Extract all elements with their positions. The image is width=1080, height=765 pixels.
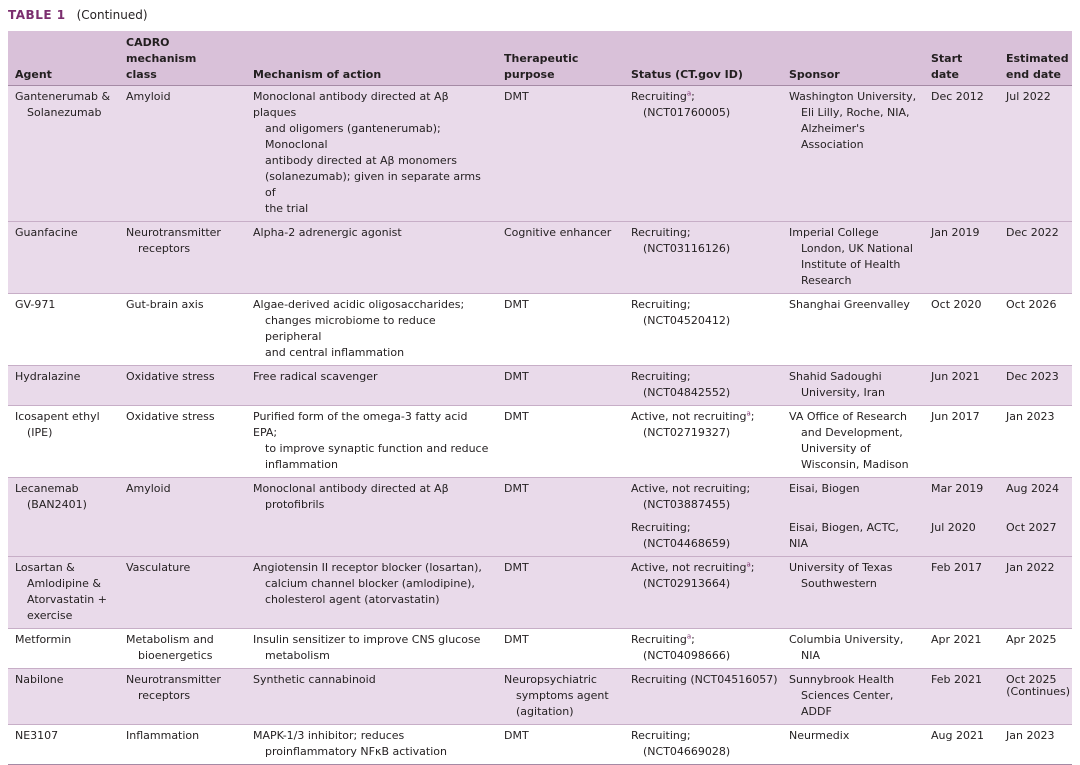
cell-line: Active, not recruiting$^a$; bbox=[631, 560, 755, 574]
cell-line: Inflammation bbox=[126, 729, 200, 742]
cell-status bbox=[624, 478, 782, 518]
cell-line: Alzheimer's bbox=[801, 122, 865, 135]
cell-line: receptors bbox=[138, 242, 191, 255]
cell-line: DMT bbox=[504, 370, 529, 383]
cell-line: (NCT02719327) bbox=[643, 426, 731, 439]
cell-line: receptors bbox=[138, 689, 191, 702]
cell-line: Dec 2012 bbox=[931, 90, 984, 103]
cell-line: Research bbox=[801, 274, 852, 287]
cell-line: Solanezumab bbox=[27, 106, 102, 119]
cell-line: Association bbox=[801, 138, 864, 151]
cell-line: (agitation) bbox=[516, 705, 574, 718]
cell-line: Active, not recruiting; bbox=[631, 482, 751, 495]
table-row bbox=[8, 629, 1072, 669]
cell-line: Recruiting; bbox=[631, 226, 691, 239]
cell-line: DMT bbox=[504, 482, 529, 495]
cell-line: (NCT03116126) bbox=[643, 242, 731, 255]
footnote-marker: a bbox=[686, 89, 692, 98]
cell-line: MAPK-1/3 inhibitor; reduces bbox=[253, 729, 405, 742]
cell-mechanism bbox=[246, 669, 497, 725]
table-header bbox=[8, 31, 1072, 86]
cell-line: Gut-brain axis bbox=[126, 298, 204, 311]
header-sponsor bbox=[782, 31, 924, 86]
cell-agent bbox=[8, 629, 119, 669]
cell-cadro bbox=[119, 629, 246, 669]
table-row bbox=[8, 294, 1072, 366]
header-text: Mechanism of action bbox=[253, 68, 382, 81]
cell-line: Atorvastatin + bbox=[27, 593, 107, 606]
cell-line: Sciences Center, bbox=[801, 689, 894, 702]
cell-line: Imperial College bbox=[789, 226, 879, 239]
header-purpose bbox=[497, 31, 624, 86]
cell-agent bbox=[8, 517, 119, 557]
cell-sponsor bbox=[782, 294, 924, 366]
cell-line: NE3107 bbox=[15, 729, 59, 742]
cell-line: and oligomers (gantenerumab); Monoclonal bbox=[265, 122, 441, 151]
cell-line: Amlodipine & bbox=[27, 577, 101, 590]
cell-line: University, Iran bbox=[801, 386, 885, 399]
cell-start bbox=[924, 725, 999, 765]
header-text: class bbox=[126, 68, 157, 81]
header-text: Status (CT.gov ID) bbox=[631, 68, 743, 81]
cell-line: University of Texas bbox=[789, 561, 893, 574]
cell-line: Active, not recruiting$^a$; bbox=[631, 409, 755, 423]
cell-line: proinflammatory NFκB activation bbox=[265, 745, 447, 758]
cell-mechanism bbox=[246, 222, 497, 294]
cell-cadro bbox=[119, 86, 246, 222]
cell-line: Alpha-2 adrenergic agonist bbox=[253, 226, 402, 239]
cell-line: Jun 2017 bbox=[931, 410, 980, 423]
cell-mechanism bbox=[246, 406, 497, 478]
header-agent bbox=[8, 31, 119, 86]
table-row bbox=[8, 86, 1072, 222]
cell-cadro bbox=[119, 669, 246, 725]
cell-line: Recruiting; bbox=[631, 729, 691, 742]
continues-label: (Continues) bbox=[1006, 685, 1070, 698]
cell-line: cholesterol agent (atorvastatin) bbox=[265, 593, 440, 606]
cell-start bbox=[924, 366, 999, 406]
cell-line: (NCT01760005) bbox=[643, 106, 731, 119]
cell-line: VA Office of Research bbox=[789, 410, 908, 423]
header-end-date bbox=[999, 31, 1072, 86]
cell-line: (NCT04669028) bbox=[643, 745, 731, 758]
cell-line: Oxidative stress bbox=[126, 410, 215, 423]
cell-line: DMT bbox=[504, 561, 529, 574]
cell-purpose bbox=[497, 366, 624, 406]
cell-line: (NCT02913664) bbox=[643, 577, 731, 590]
cell-status bbox=[624, 406, 782, 478]
cell-line: changes microbiome to reduce peripheral bbox=[265, 314, 436, 343]
cell-mechanism bbox=[246, 366, 497, 406]
cell-line: Recruiting (NCT04516057) bbox=[631, 673, 778, 686]
cell-line: Free radical scavenger bbox=[253, 370, 378, 383]
cell-line: Oct 2027 bbox=[1006, 521, 1057, 534]
cell-mechanism bbox=[246, 557, 497, 629]
cell-line: Algae-derived acidic oligosaccharides; bbox=[253, 298, 465, 311]
table-row bbox=[8, 725, 1072, 765]
cell-line: Vasculature bbox=[126, 561, 191, 574]
cell-end bbox=[999, 557, 1072, 629]
cell-purpose bbox=[497, 478, 624, 518]
footnote-marker: a bbox=[746, 560, 751, 569]
cell-line: to improve synaptic function and reduce bbox=[265, 442, 489, 455]
cell-line: bioenergetics bbox=[138, 649, 213, 662]
cell-start bbox=[924, 517, 999, 557]
cell-line: Amyloid bbox=[126, 482, 171, 495]
cell-purpose bbox=[497, 294, 624, 366]
cell-status bbox=[624, 222, 782, 294]
cell-end bbox=[999, 222, 1072, 294]
cell-cadro bbox=[119, 557, 246, 629]
cell-line: Apr 2025 bbox=[1006, 633, 1057, 646]
cell-line: (IPE) bbox=[27, 426, 53, 439]
cell-line: Apr 2021 bbox=[931, 633, 982, 646]
cell-purpose bbox=[497, 86, 624, 222]
cell-line: DMT bbox=[504, 633, 529, 646]
cell-status bbox=[624, 629, 782, 669]
footnote-marker: a bbox=[746, 409, 751, 418]
cell-line: metabolism bbox=[265, 649, 330, 662]
cell-status bbox=[624, 725, 782, 765]
cell-line: (solanezumab); given in separate arms of bbox=[265, 170, 481, 199]
cell-mechanism bbox=[246, 86, 497, 222]
table-row bbox=[8, 557, 1072, 629]
cell-line: Metabolism and bbox=[126, 633, 214, 646]
cell-line: Neurotransmitter bbox=[126, 673, 221, 686]
header-text: Estimated bbox=[1006, 52, 1069, 65]
header-cadro-class bbox=[119, 31, 246, 86]
cell-line: Columbia University, bbox=[789, 633, 904, 646]
cell-line: Losartan & bbox=[15, 561, 75, 574]
cell-line: Feb 2017 bbox=[931, 561, 982, 574]
cell-cadro bbox=[119, 222, 246, 294]
cell-purpose bbox=[497, 629, 624, 669]
cell-line: Sunnybrook Health bbox=[789, 673, 895, 686]
cell-status bbox=[624, 669, 782, 725]
cell-line: Jun 2021 bbox=[931, 370, 980, 383]
table-body bbox=[8, 86, 1072, 765]
cell-line: DMT bbox=[504, 410, 529, 423]
cell-start bbox=[924, 629, 999, 669]
cell-agent bbox=[8, 86, 119, 222]
cell-line: Jul 2022 bbox=[1006, 90, 1051, 103]
cell-start bbox=[924, 557, 999, 629]
cell-purpose bbox=[497, 557, 624, 629]
cell-line: Cognitive enhancer bbox=[504, 226, 612, 239]
cell-line: the trial bbox=[265, 202, 309, 215]
cell-purpose bbox=[497, 517, 624, 557]
trials-table bbox=[8, 31, 1072, 765]
table-row bbox=[8, 366, 1072, 406]
cell-line: calcium channel blocker (amlodipine), bbox=[265, 577, 475, 590]
cell-end bbox=[999, 406, 1072, 478]
cell-sponsor bbox=[782, 406, 924, 478]
cell-purpose bbox=[497, 725, 624, 765]
cell-line: Lecanemab bbox=[15, 482, 79, 495]
cell-purpose bbox=[497, 406, 624, 478]
header-start-date bbox=[924, 31, 999, 86]
cell-line: Recruiting$^a$; bbox=[631, 89, 695, 103]
cell-line: Jan 2022 bbox=[1006, 561, 1055, 574]
cell-status bbox=[624, 517, 782, 557]
cell-line: Eisai, Biogen bbox=[789, 482, 860, 495]
header-text: Sponsor bbox=[789, 68, 840, 81]
table-row bbox=[8, 669, 1072, 725]
cell-agent bbox=[8, 669, 119, 725]
cell-cadro bbox=[119, 294, 246, 366]
cell-line: Purified form of the omega-3 fatty acid EPA; bbox=[253, 410, 468, 439]
cell-line: Jan 2023 bbox=[1006, 729, 1055, 742]
cell-mechanism bbox=[246, 629, 497, 669]
cell-start bbox=[924, 478, 999, 518]
cell-line: Recruiting$^a$; bbox=[631, 632, 695, 646]
cell-purpose bbox=[497, 669, 624, 725]
cell-end bbox=[999, 366, 1072, 406]
cell-line: Recruiting; bbox=[631, 521, 691, 534]
cell-line: Icosapent ethyl bbox=[15, 410, 100, 423]
cell-line: ADDF bbox=[801, 705, 832, 718]
cell-end bbox=[999, 86, 1072, 222]
cell-status bbox=[624, 366, 782, 406]
footnote-marker: a bbox=[686, 632, 692, 641]
cell-line: Dec 2023 bbox=[1006, 370, 1059, 383]
cell-line: Nabilone bbox=[15, 673, 64, 686]
cell-line: Neurmedix bbox=[789, 729, 850, 742]
table-caption bbox=[8, 6, 148, 24]
cell-sponsor bbox=[782, 669, 924, 725]
header-text: Start date bbox=[931, 52, 963, 81]
cell-end bbox=[999, 517, 1072, 557]
cell-end bbox=[999, 725, 1072, 765]
cell-line: (NCT04520412) bbox=[643, 314, 731, 327]
cell-line: DMT bbox=[504, 729, 529, 742]
cell-line: Guanfacine bbox=[15, 226, 78, 239]
cell-line: Washington University, bbox=[789, 90, 917, 103]
table-row bbox=[8, 406, 1072, 478]
cell-line: Oct 2020 bbox=[931, 298, 982, 311]
cell-line: and central inflammation bbox=[265, 346, 405, 359]
cell-line: Shahid Sadoughi bbox=[789, 370, 882, 383]
cell-line: DMT bbox=[504, 298, 529, 311]
cell-sponsor bbox=[782, 557, 924, 629]
cell-line: (BAN2401) bbox=[27, 498, 87, 511]
cell-start bbox=[924, 406, 999, 478]
cell-line: Jan 2023 bbox=[1006, 410, 1055, 423]
cell-line: Monoclonal antibody directed at Aβ plaques bbox=[253, 90, 449, 119]
cell-line: (NCT04468659) bbox=[643, 537, 731, 550]
cell-line: Amyloid bbox=[126, 90, 171, 103]
cell-line: Oct 2025 bbox=[1006, 673, 1057, 686]
header-text: Agent bbox=[15, 68, 52, 81]
cell-line: Recruiting; bbox=[631, 370, 691, 383]
table-row bbox=[8, 222, 1072, 294]
cell-line: Wisconsin, Madison bbox=[801, 458, 909, 471]
header-mechanism bbox=[246, 31, 497, 86]
cell-line: Gantenerumab & bbox=[15, 90, 111, 103]
cell-agent bbox=[8, 366, 119, 406]
table-row bbox=[8, 478, 1072, 518]
cell-line: Insulin sensitizer to improve CNS glucose bbox=[253, 633, 481, 646]
cell-start bbox=[924, 294, 999, 366]
header-status bbox=[624, 31, 782, 86]
cell-line: Jan 2019 bbox=[931, 226, 980, 239]
cell-sponsor bbox=[782, 366, 924, 406]
cell-cadro bbox=[119, 725, 246, 765]
cell-line: DMT bbox=[504, 90, 529, 103]
cell-cadro bbox=[119, 366, 246, 406]
cell-status bbox=[624, 86, 782, 222]
cell-mechanism bbox=[246, 294, 497, 366]
cell-line: Neurotransmitter bbox=[126, 226, 221, 239]
header-text: Therapeutic purpose bbox=[504, 52, 579, 81]
cell-status bbox=[624, 557, 782, 629]
cell-line: Recruiting; bbox=[631, 298, 691, 311]
cell-line: antibody directed at Aβ monomers bbox=[265, 154, 457, 167]
cell-line: protofibrils bbox=[265, 498, 325, 511]
cell-line: Jul 2020 bbox=[931, 521, 976, 534]
cell-line: GV-971 bbox=[15, 298, 56, 311]
cell-line: (NCT03887455) bbox=[643, 498, 731, 511]
cell-line: Mar 2019 bbox=[931, 482, 984, 495]
cell-mechanism bbox=[246, 725, 497, 765]
cell-line: inflammation bbox=[265, 458, 338, 471]
cell-line: Oxidative stress bbox=[126, 370, 215, 383]
cell-line: Feb 2021 bbox=[931, 673, 982, 686]
cell-agent bbox=[8, 406, 119, 478]
cell-status bbox=[624, 294, 782, 366]
cell-sponsor bbox=[782, 222, 924, 294]
cell-end bbox=[999, 294, 1072, 366]
cell-line: Aug 2024 bbox=[1006, 482, 1059, 495]
cell-sponsor bbox=[782, 517, 924, 557]
cell-line: symptoms agent bbox=[516, 689, 609, 702]
cell-agent bbox=[8, 557, 119, 629]
cell-line: Dec 2022 bbox=[1006, 226, 1059, 239]
cell-line: Synthetic cannabinoid bbox=[253, 673, 376, 686]
cell-agent bbox=[8, 222, 119, 294]
cell-line: NIA bbox=[801, 649, 820, 662]
cell-line: Angiotensin II receptor blocker (losartan), bbox=[253, 561, 482, 574]
cell-line: Metformin bbox=[15, 633, 72, 646]
cell-sponsor bbox=[782, 629, 924, 669]
cell-agent bbox=[8, 294, 119, 366]
cell-cadro bbox=[119, 517, 246, 557]
cell-end bbox=[999, 629, 1072, 669]
table-label: TABLE 1 bbox=[8, 8, 66, 22]
cell-end bbox=[999, 478, 1072, 518]
cell-mechanism bbox=[246, 517, 497, 557]
cell-agent bbox=[8, 725, 119, 765]
cell-line: Eli Lilly, Roche, NIA, bbox=[801, 106, 910, 119]
header-text: CADRO mechanism bbox=[126, 36, 197, 65]
cell-agent bbox=[8, 478, 119, 518]
cell-line: Hydralazine bbox=[15, 370, 81, 383]
header-text: end date bbox=[1006, 68, 1062, 81]
cell-start bbox=[924, 86, 999, 222]
cell-line: Neuropsychiatric bbox=[504, 673, 597, 686]
cell-line: London, UK National bbox=[801, 242, 913, 255]
cell-line: Southwestern bbox=[801, 577, 877, 590]
cell-purpose bbox=[497, 222, 624, 294]
cell-line: Shanghai Greenvalley bbox=[789, 298, 910, 311]
cell-line: Institute of Health bbox=[801, 258, 901, 271]
cell-sponsor bbox=[782, 478, 924, 518]
cell-line: (NCT04842552) bbox=[643, 386, 731, 399]
cell-start bbox=[924, 669, 999, 725]
cell-mechanism bbox=[246, 478, 497, 518]
header-row bbox=[8, 31, 1072, 86]
table-continued-label: (Continued) bbox=[76, 8, 148, 22]
cell-line: and Development, bbox=[801, 426, 903, 439]
cell-sponsor bbox=[782, 86, 924, 222]
cell-line: (NCT04098666) bbox=[643, 649, 731, 662]
cell-cadro bbox=[119, 478, 246, 518]
cell-line: University of bbox=[801, 442, 871, 455]
cell-line: Eisai, Biogen, ACTC, NIA bbox=[789, 521, 899, 550]
cell-cadro bbox=[119, 406, 246, 478]
cell-line: Oct 2026 bbox=[1006, 298, 1057, 311]
table-row bbox=[8, 517, 1072, 557]
cell-line: Monoclonal antibody directed at Aβ bbox=[253, 482, 449, 495]
cell-line: Aug 2021 bbox=[931, 729, 984, 742]
cell-sponsor bbox=[782, 725, 924, 765]
cell-line: exercise bbox=[27, 609, 73, 622]
cell-start bbox=[924, 222, 999, 294]
